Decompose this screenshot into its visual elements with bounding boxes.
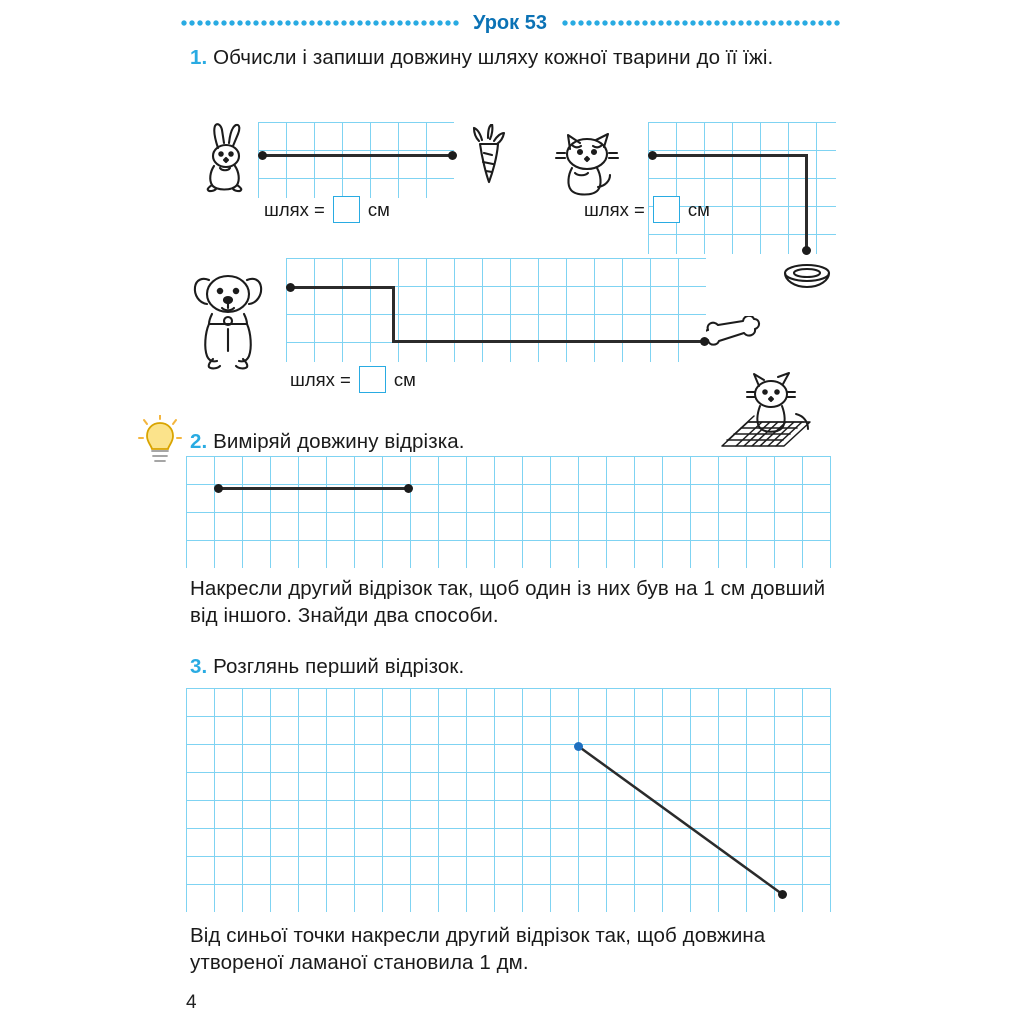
bowl-icon xyxy=(778,262,836,294)
grid-rabbit xyxy=(258,122,454,198)
grid-dog xyxy=(286,258,706,362)
header-rule-left xyxy=(180,17,459,29)
path-dog-segment-3 xyxy=(392,340,706,343)
path-rabbit-start-dot xyxy=(258,151,267,160)
task-3-number: 3. xyxy=(190,655,208,678)
answer-cat xyxy=(584,196,710,223)
task-2-text: Виміряй довжину відрізка. xyxy=(213,430,465,453)
rabbit-icon xyxy=(196,122,258,194)
task-1-number: 1. xyxy=(190,46,208,69)
task-2-prompt xyxy=(190,428,830,455)
path-cat-end-dot xyxy=(802,246,811,255)
page-header xyxy=(180,8,840,38)
path-rabbit-end-dot xyxy=(448,151,457,160)
answer-cat-unit: см xyxy=(687,198,710,220)
segment-task-2-end-dot xyxy=(404,484,413,493)
cat-icon xyxy=(552,125,630,199)
path-cat-segment-vertical xyxy=(805,154,808,250)
segment-task-2-start-dot xyxy=(214,484,223,493)
grid-task-2 xyxy=(186,456,831,568)
answer-cat-label: шлях = xyxy=(584,198,645,220)
carrot-icon xyxy=(468,124,508,188)
path-cat-start-dot xyxy=(648,151,657,160)
task-2-number: 2. xyxy=(190,430,208,453)
task-3-text: Розглянь перший відрізок. xyxy=(213,655,465,678)
answer-rabbit-unit: см xyxy=(367,198,390,220)
segment-task-2 xyxy=(218,487,408,490)
task-1-text: Обчисли і запиши довжину шляху кожної тварини до її їжі. xyxy=(213,46,774,69)
answer-rabbit xyxy=(264,196,390,223)
header-rule-right xyxy=(561,17,840,29)
segment-task-3-blue-dot xyxy=(574,742,583,751)
task-3-followup: Від синьої точки накресли другий відрізок так, щоб довжина утвореної ламаної становила 1 дм. xyxy=(190,924,766,974)
segment-task-3-end-dot xyxy=(778,890,787,899)
path-dog-segment-1 xyxy=(290,286,394,289)
answer-dog-unit: см xyxy=(393,368,416,390)
answer-cat-input[interactable] xyxy=(653,196,680,223)
page-number: 4 xyxy=(186,992,197,1013)
path-dog-segment-2 xyxy=(392,286,395,342)
task-2-followup: Накресли другий відрізок так, щоб один із них був на 1 см довший від іншого. Знайди два способи. xyxy=(190,577,826,627)
answer-rabbit-input[interactable] xyxy=(333,196,360,223)
dog-icon xyxy=(182,258,274,376)
segment-task-3 xyxy=(186,688,831,912)
path-cat-segment-horizontal xyxy=(652,154,808,157)
answer-rabbit-label: шлях = xyxy=(264,198,325,220)
page-title: Урок 53 xyxy=(473,11,547,34)
grid-cat xyxy=(648,122,836,254)
path-dog-start-dot xyxy=(286,283,295,292)
lightbulb-icon xyxy=(138,415,182,478)
bone-icon xyxy=(706,316,764,356)
task-1-prompt xyxy=(190,44,850,71)
answer-dog-input[interactable] xyxy=(359,366,386,393)
answer-dog xyxy=(290,366,416,393)
answer-dog-label: шлях = xyxy=(290,368,351,390)
task-3-prompt xyxy=(190,653,830,680)
path-rabbit-segment xyxy=(262,154,452,157)
